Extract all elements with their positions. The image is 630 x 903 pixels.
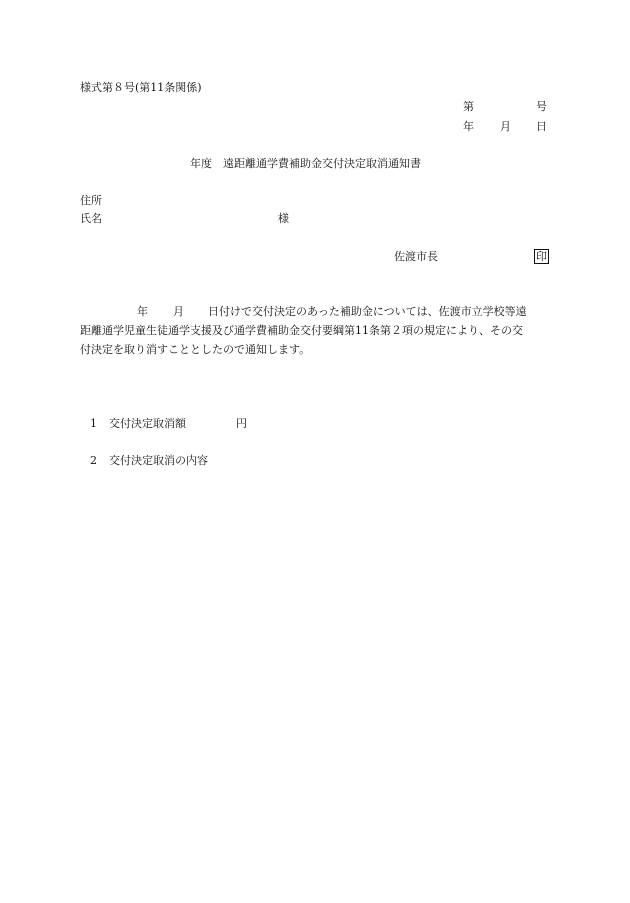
body-line-3: 付決定を取り消すこととしたので通知します。: [80, 343, 311, 356]
document-number-prefix: 第: [463, 100, 474, 113]
body-line-2: 距離通学児童生徒通学支援及び通学費補助金交付要綱第11条第２項の規定により、その交: [80, 324, 523, 337]
document-title: 年度 遠距離通学費補助金交付決定取消通知書: [190, 157, 421, 170]
item-label: 交付決定取消額: [109, 417, 186, 430]
date-month-label: 月: [500, 120, 511, 133]
form-number: 様式第８号(第11条関係): [80, 81, 202, 94]
seal-mark: 印: [536, 250, 547, 263]
date-day-label: 日: [536, 120, 547, 133]
item-number: 1: [90, 417, 97, 430]
item-unit: 円: [236, 417, 247, 430]
item-number: 2: [90, 454, 97, 467]
address-label: 住所: [80, 194, 102, 207]
document-number-suffix: 号: [536, 100, 547, 113]
body-line-1: 日付けで交付決定のあった補助金については、佐渡市立学校等遠: [208, 305, 527, 318]
issuer-name: 佐渡市長: [394, 250, 438, 263]
body-month-label: 月: [173, 305, 184, 318]
honorific-label: 様: [278, 212, 289, 225]
date-year-label: 年: [463, 120, 474, 133]
item-label: 交付決定取消の内容: [109, 454, 208, 467]
name-label: 氏名: [80, 212, 102, 225]
body-year-label: 年: [137, 305, 148, 318]
